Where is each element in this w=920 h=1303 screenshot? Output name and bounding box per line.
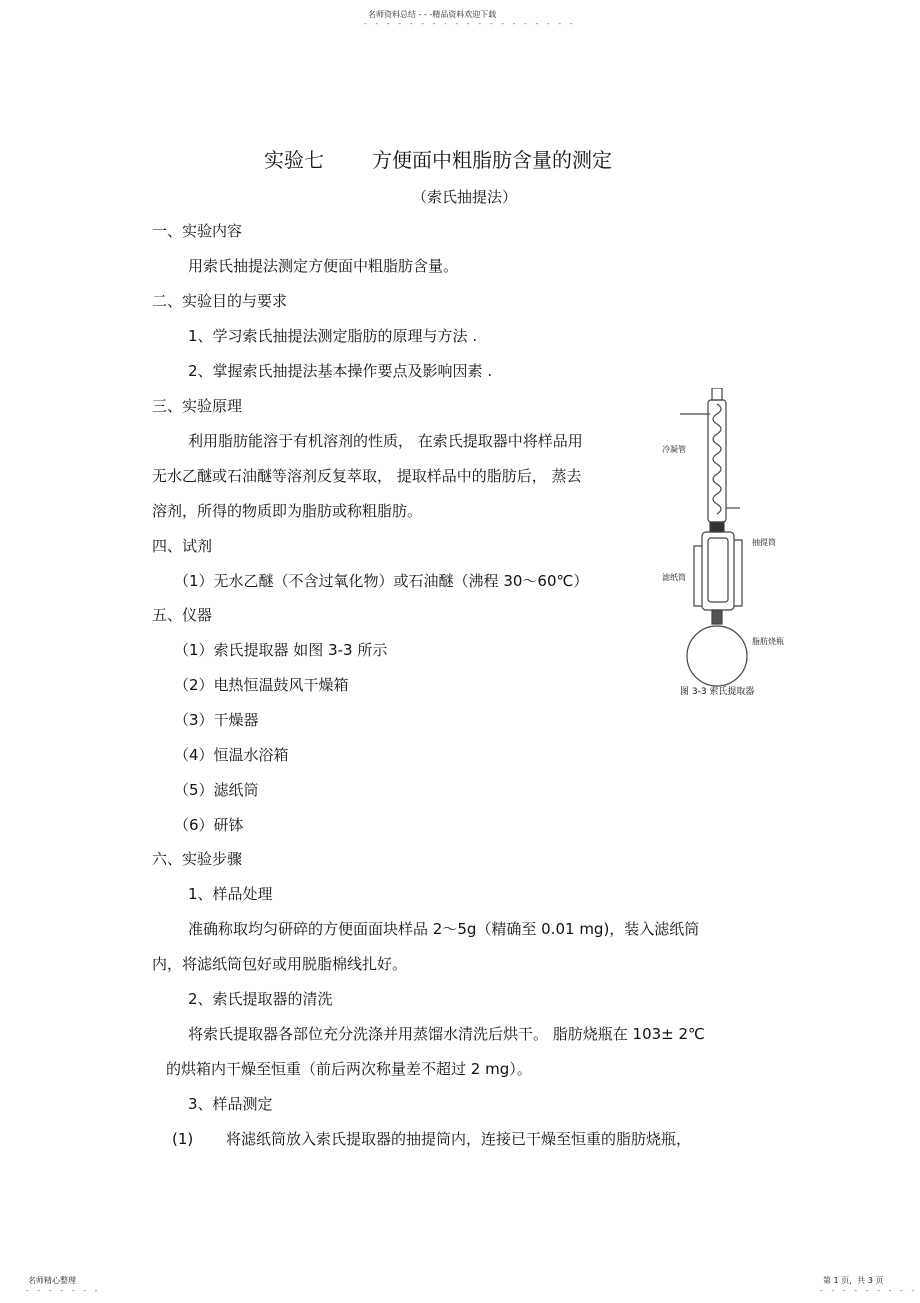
- paragraph-line: 将索氏提取器各部位充分洗涤并用蒸馏水清洗后烘干。 脂肪烧瓶在 103± 2℃: [188, 1025, 705, 1043]
- label-flask: 脂肪烧瓶: [752, 637, 784, 646]
- paragraph-line: 用索氏抽提法测定方便面中粗脂肪含量。: [188, 257, 459, 275]
- section-heading-5: 五、仪器: [152, 606, 213, 624]
- footer-right-dots: - - - - - - - - -: [820, 1286, 918, 1295]
- subheading: 1、样品处理: [188, 885, 273, 903]
- list-item: （3）干燥器: [174, 711, 259, 729]
- paragraph-line: 无水乙醚或石油醚等溶剂反复萃取， 提取样品中的脂肪后， 蒸去: [152, 467, 582, 485]
- page-header-text: 名师资料总结 - - -精品资料欢迎下载: [368, 10, 497, 19]
- paragraph-line: 准确称取均匀研碎的方便面面块样品 2～5g（精确至 0.01 mg)，装入滤纸筒: [188, 920, 700, 938]
- list-item: （6）研钵: [174, 816, 244, 834]
- list-item: （1）无水乙醚（不含过氧化物）或石油醚（沸程 30～60℃）: [174, 572, 589, 590]
- section-heading-2: 二、实验目的与要求: [152, 292, 288, 310]
- paragraph-line: 内，将滤纸筒包好或用脱脂棉线扎好。: [152, 955, 408, 973]
- figure-caption: 图 3-3 索氏提取器: [680, 687, 755, 697]
- section-heading-3: 三、实验原理: [152, 397, 243, 415]
- page-header-dots: - - - - - - - - - - - - - - - - - - -: [364, 19, 576, 28]
- footer-left-dots: - - - - - - -: [26, 1286, 101, 1295]
- label-extractor: 抽提筒: [752, 538, 776, 547]
- label-filter: 滤纸筒: [662, 573, 686, 582]
- soxhlet-extractor-figure: [660, 388, 790, 698]
- section-heading-1: 一、实验内容: [152, 222, 243, 240]
- list-item: （5）滤纸筒: [174, 781, 259, 799]
- paragraph-line: 将滤纸筒放入索氏提取器的抽提筒内，连接已干燥至恒重的脂肪烧瓶，: [226, 1130, 692, 1148]
- list-item: 2、掌握索氏抽提法基本操作要点及影响因素 .: [188, 362, 493, 380]
- page-subtitle: （索氏抽提法）: [412, 188, 518, 206]
- list-item: 1、学习索氏抽提法测定脂肪的原理与方法 .: [188, 327, 478, 345]
- page-title-right: 方便面中粗脂肪含量的测定: [372, 148, 612, 172]
- paragraph-line: 溶剂，所得的物质即为脂肪或称粗脂肪。: [152, 502, 423, 520]
- subheading: 3、样品测定: [188, 1095, 273, 1113]
- footer-left-text: 名师精心整理: [28, 1276, 76, 1285]
- label-condenser: 冷凝管: [662, 445, 686, 454]
- page-title-left: 实验七: [264, 148, 324, 172]
- paragraph-line: 的烘箱内干燥至恒重（前后两次称量差不超过 2 mg）。: [166, 1060, 532, 1078]
- list-item: （2）电热恒温鼓风干燥箱: [174, 676, 349, 694]
- list-item: （4）恒温水浴箱: [174, 746, 289, 764]
- paragraph-line: 利用脂肪能溶于有机溶剂的性质， 在索氏提取器中将样品用: [188, 432, 583, 450]
- list-item: （1）索氏提取器 如图 3-3 所示: [174, 641, 388, 659]
- section-heading-4: 四、试剂: [152, 537, 213, 555]
- footer-page-number: 第 1 页，共 3 页: [823, 1276, 884, 1285]
- subheading: 2、索氏提取器的清洗: [188, 990, 333, 1008]
- step-number: (1): [172, 1130, 194, 1148]
- section-heading-6: 六、实验步骤: [152, 850, 243, 868]
